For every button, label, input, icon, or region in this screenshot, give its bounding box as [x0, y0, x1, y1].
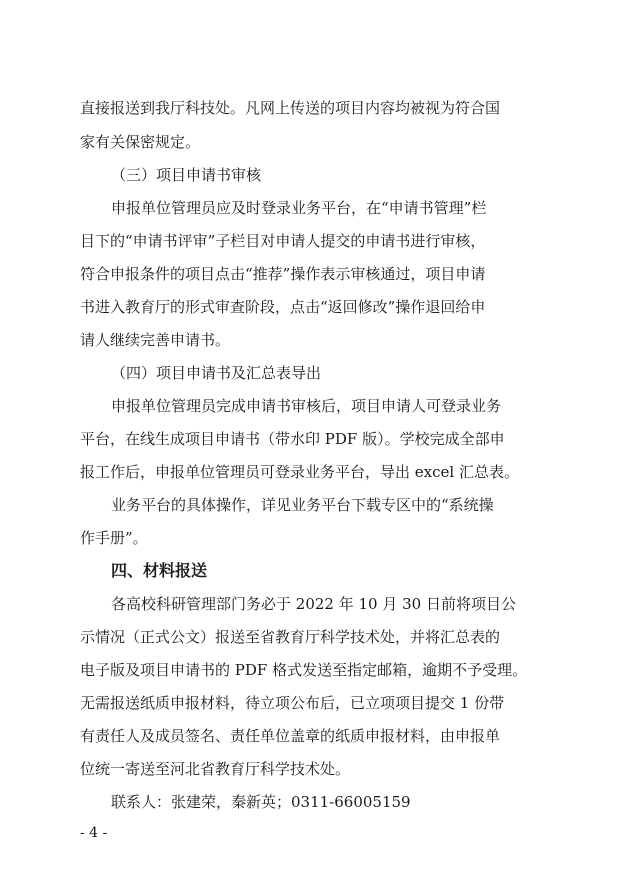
body-text-line: 请人继续完善申请书。	[80, 331, 231, 349]
section-heading: （四）项目申请书及汇总表导出	[111, 364, 322, 382]
body-text-line: 申报单位管理员应及时登录业务平台，在“申请书管理”栏	[111, 199, 487, 217]
body-text-line: 报工作后，申报单位管理员可登录业务平台，导出 excel 汇总表。	[80, 463, 519, 481]
body-text-line: 无需报送纸质申报材料，待立项公布后，已立项项目提交 1 份带	[80, 694, 505, 712]
body-text-line: 目下的“申请书评审”子栏目对申请人提交的申请书进行审核，	[80, 232, 486, 250]
body-text-line: 家有关保密规定。	[80, 133, 201, 151]
body-text-line: 平台，在线生成项目申请书（带水印 PDF 版）。学校完成全部申	[80, 430, 505, 448]
body-text-line: 业务平台的具体操作，详见业务平台下载专区中的“系统操	[111, 496, 494, 514]
contact-line: 联系人：张建荣，秦新英；0311-66005159	[111, 793, 411, 811]
body-text-line: 有责任人及成员签名、责任单位盖章的纸质申报材料，由申报单	[80, 727, 501, 745]
body-text-line: 书进入教育厅的形式审查阶段，点击“返回修改”操作退回给申	[80, 298, 486, 316]
body-text-line: 符合申报条件的项目点击“推荐”操作表示审核通过，项目申请	[80, 265, 486, 283]
body-text-line: 申报单位管理员完成申请书审核后，项目申请人可登录业务	[111, 397, 502, 415]
body-text-line: 各高校科研管理部门务必于 2022 年 10 月 30 日前将项目公	[111, 595, 516, 613]
body-text-line: 示情况（正式公文）报送至省教育厅科学技术处，并将汇总表的	[80, 628, 501, 646]
body-text-line: 位统一寄送至河北省教育厅科学技术处。	[80, 760, 351, 778]
body-text-line: 直接报送到我厅科技处。凡网上传送的项目内容均被视为符合国	[80, 99, 501, 117]
body-text-line: 电子版及项目申请书的 PDF 格式发送至指定邮箱，逾期不予受理。	[80, 661, 528, 679]
chapter-heading: 四、材料报送	[111, 561, 208, 580]
body-text-line: 作手册”。	[80, 529, 148, 547]
section-heading: （三）项目申请书审核	[111, 166, 262, 184]
page-number: - 4 -	[80, 825, 108, 841]
